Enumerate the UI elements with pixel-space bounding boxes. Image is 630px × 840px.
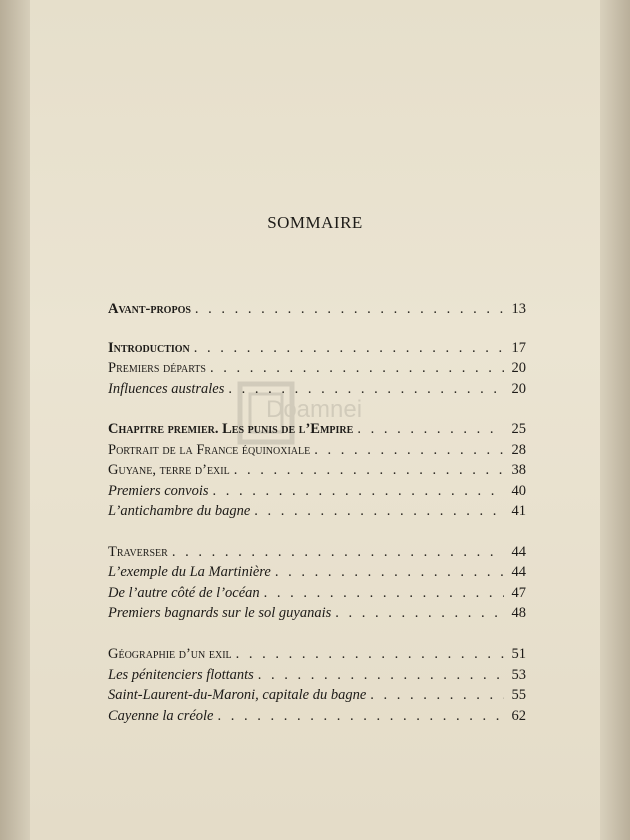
toc-entry-label: Géographie d’un exil — [108, 646, 232, 662]
toc-leader-dots — [218, 707, 505, 725]
toc-entry-label: Premiers convois — [108, 483, 209, 499]
toc-leader-dots — [258, 666, 504, 684]
toc-entry-page: 44 — [511, 544, 526, 560]
toc-entry-portrait-france — [108, 441, 526, 459]
toc-entry-geographie-exil — [108, 645, 526, 663]
toc-entry-label: Saint-Laurent-du-Maroni, capitale du bagne — [108, 687, 367, 703]
toc-entry-antichambre — [108, 502, 526, 520]
toc-entry-label: Introduction — [108, 340, 190, 356]
toc-entry-label: Premiers bagnards sur le sol guyanais — [108, 605, 332, 621]
toc-entry-page: 62 — [511, 708, 526, 724]
toc-entry-guyane-terre-exil — [108, 461, 526, 479]
toc-entry-page: 20 — [511, 360, 526, 376]
toc-leader-dots — [213, 482, 504, 500]
toc-entry-page: 40 — [511, 483, 526, 499]
toc-leader-dots — [370, 686, 504, 704]
toc-entry-label: Influences australes — [108, 381, 225, 397]
toc-leader-dots — [234, 461, 504, 479]
toc-leader-dots — [254, 502, 504, 520]
toc-entry-saint-laurent — [108, 686, 526, 704]
toc-entry-label: Chapitre premier. Les punis de l’Empire — [108, 421, 354, 437]
toc-leader-dots — [210, 359, 504, 377]
toc-leader-dots — [264, 584, 504, 602]
toc-leader-dots — [172, 543, 504, 561]
toc-leader-dots — [275, 563, 504, 581]
toc-entry-autre-cote-ocean — [108, 584, 526, 602]
page-shadow-left — [0, 0, 30, 840]
toc-entry-premiers-bagnards — [108, 604, 526, 622]
toc-entry-influences-australes — [108, 380, 526, 398]
watermark-text: Doamnei — [266, 396, 363, 423]
toc-entry-page: 17 — [511, 340, 526, 356]
toc-leader-dots — [228, 380, 504, 398]
toc-entry-page: 20 — [511, 381, 526, 397]
page-shadow-right — [600, 0, 630, 840]
toc-entry-page: 28 — [511, 442, 526, 458]
toc-entry-label: Cayenne la créole — [108, 708, 214, 724]
toc-entry-label: Guyane, terre d’exil — [108, 462, 230, 478]
toc-entry-label: De l’autre côté de l’océan — [108, 585, 260, 601]
toc-entry-page: 44 — [511, 564, 526, 580]
toc-entry-label: L’exemple du La Martinière — [108, 564, 271, 580]
toc-entry-page: 25 — [511, 421, 526, 437]
toc-entry-premiers-convois — [108, 482, 526, 500]
toc-entry-chapitre-premier — [108, 420, 526, 438]
toc-leader-dots — [194, 339, 504, 357]
toc-entry-label: Portrait de la France équinoxiale — [108, 442, 311, 458]
toc-leader-dots — [195, 300, 504, 318]
toc-entry-penitenciers-flottants — [108, 666, 526, 684]
toc-leader-dots — [335, 604, 504, 622]
toc-entry-label: Premiers départs — [108, 360, 206, 376]
toc-entry-avant-propos — [108, 300, 526, 318]
toc-entry-label: L’antichambre du bagne — [108, 503, 251, 519]
toc-entry-traverser — [108, 543, 526, 561]
toc-entry-page: 55 — [511, 687, 526, 703]
toc-leader-dots — [357, 420, 504, 438]
toc-leader-dots — [236, 645, 504, 663]
toc-entry-label: Les pénitenciers flottants — [108, 667, 254, 683]
toc-entry-label: Avant-propos — [108, 301, 191, 317]
toc-entry-page: 13 — [511, 301, 526, 317]
toc-entry-page: 53 — [511, 667, 526, 683]
toc-entry-cayenne — [108, 707, 526, 725]
toc-entry-introduction — [108, 339, 526, 357]
toc-entry-page: 48 — [511, 605, 526, 621]
toc-entry-page: 41 — [511, 503, 526, 519]
toc-leader-dots — [314, 441, 504, 459]
toc-entry-premiers-departs — [108, 359, 526, 377]
toc-entry-page: 51 — [511, 646, 526, 662]
toc-entry-label: Traverser — [108, 544, 168, 560]
toc-title: SOMMAIRE — [267, 213, 363, 232]
toc-entry-page: 38 — [511, 462, 526, 478]
toc-entry-exemple-martiniere — [108, 563, 526, 581]
toc-entry-page: 47 — [511, 585, 526, 601]
